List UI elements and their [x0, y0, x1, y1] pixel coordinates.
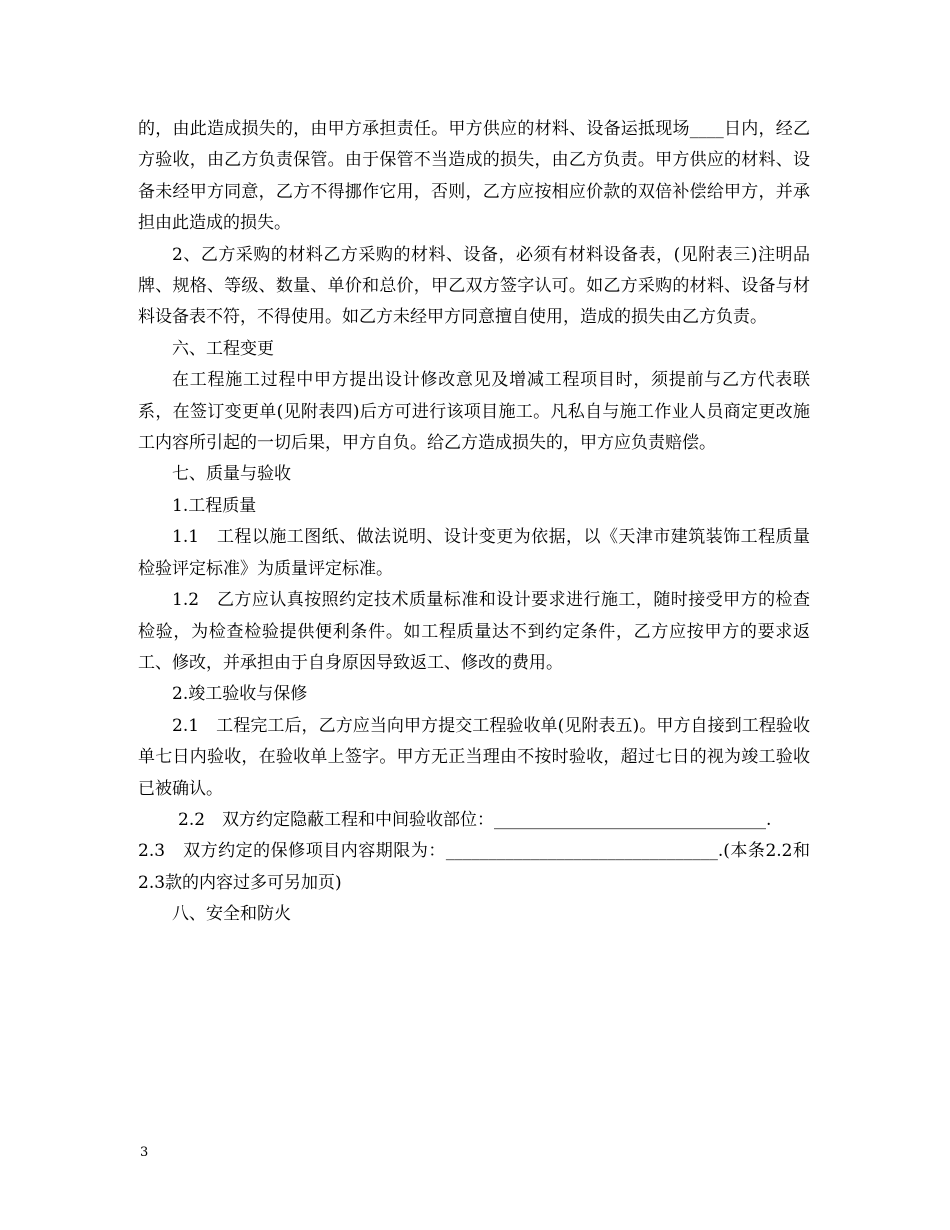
- subheading-acceptance: 2.竣工验收与保修: [172, 684, 308, 705]
- clause-1-1: 1.1 工程以施工图纸、做法说明、设计变更为依据，以《天津市建筑装饰工程质量检验评定标准》为质量评定标准。: [138, 527, 810, 579]
- clause-2-2: 2.2 双方约定隐蔽工程和中间验收部位：________________________________.: [178, 809, 772, 830]
- section-heading-safety: 八、安全和防火: [172, 904, 291, 925]
- clause-2-3: 2.3 双方约定的保修项目内容期限为：________________________________.(本条2.2和2.3款的内容过多可另加页): [138, 841, 810, 893]
- page-number: 3: [140, 1145, 149, 1160]
- paragraph-materials-continued: 的，由此造成损失的，由甲方承担责任。甲方供应的材料、设备运抵现场____日内，经乙方验收，由乙方负责保管。由于保管不当造成的损失，由乙方负责。甲方供应的材料、设备未经甲方同意，乙方不得挪作它用，否则，乙方应按相应价款的双倍补偿给甲方，并承担由此造成的损失。: [138, 119, 810, 234]
- document-body: [138, 114, 810, 931]
- section-heading-quality: 七、质量与验收: [172, 464, 291, 485]
- clause-1-2: 1.2 乙方应认真按照约定技术质量标准和设计要求进行施工，随时接受甲方的检查检验，为检查检验提供便利条件。如工程质量达不到约定条件，乙方应按甲方的要求返工、修改，并承担由于自身原因导致返工、修改的费用。: [138, 590, 810, 673]
- clause-2-1: 2.1 工程完工后，乙方应当向甲方提交工程验收单(见附表五)。甲方自接到工程验收单七日内验收，在验收单上签字。甲方无正当理由不按时验收，超过七日的视为竣工验收已被确认。: [138, 715, 810, 799]
- paragraph-contractor-materials: 2、乙方采购的材料乙方采购的材料、设备，必须有材料设备表，(见附表三)注明品牌、规格、等级、数量、单价和总价，甲乙双方签字认可。如乙方采购的材料、设备与材料设备表不符，不得使用。如乙方未经甲方同意擅自使用，造成的损失由乙方负责。: [138, 244, 810, 328]
- subheading-quality: 1.工程质量: [172, 495, 257, 516]
- paragraph-changes: 在工程施工过程中甲方提出设计修改意见及增减工程项目时，须提前与乙方代表联系，在签订变更单(见附表四)后方可进行该项目施工。凡私自与施工作业人员商定更改施工内容所引起的一切后果，甲方自负。给乙方造成损失的，甲方应负责赔偿。: [138, 370, 810, 454]
- section-heading-changes: 六、工程变更: [172, 338, 274, 359]
